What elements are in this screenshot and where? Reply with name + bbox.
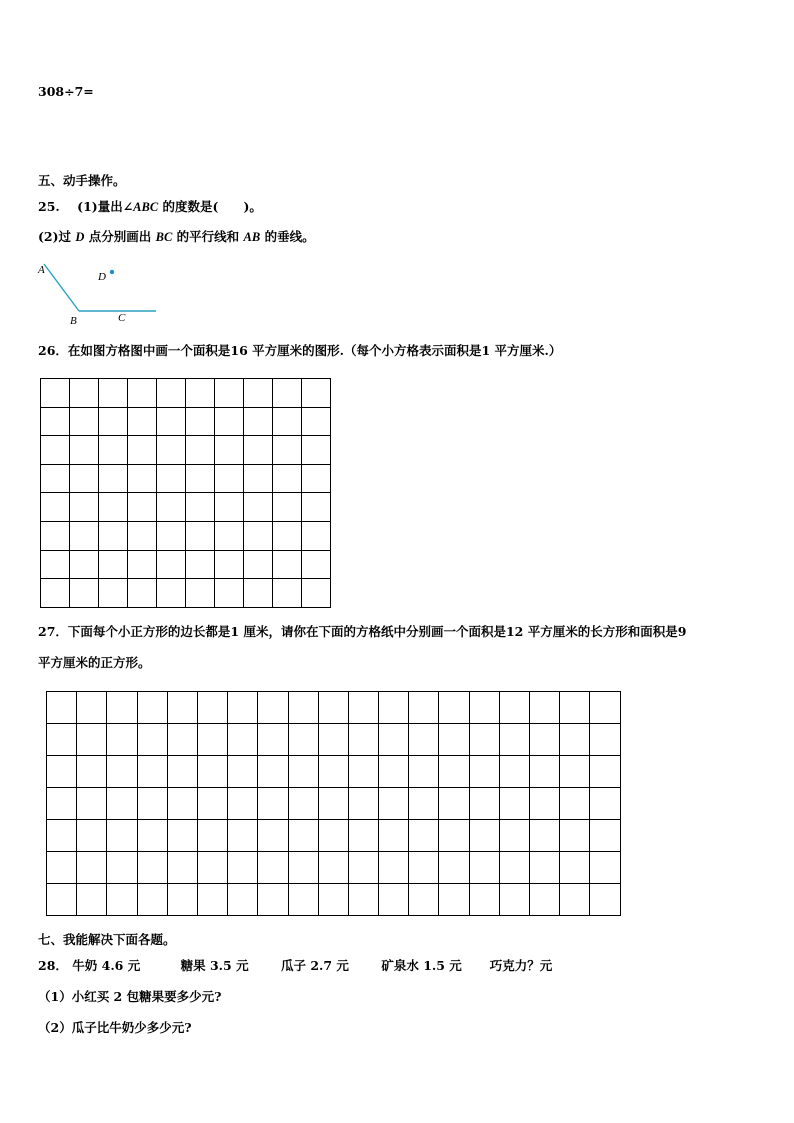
grid-cell[interactable] xyxy=(302,407,331,436)
grid-cell[interactable] xyxy=(215,407,244,436)
grid-cell[interactable] xyxy=(439,884,469,916)
grid-cell[interactable] xyxy=(560,788,590,820)
grid-cell[interactable] xyxy=(228,820,258,852)
grid-cell[interactable] xyxy=(47,692,77,724)
grid-cell[interactable] xyxy=(469,756,499,788)
q25-part2-a: (2)过 xyxy=(38,229,76,244)
grid-cell[interactable] xyxy=(258,820,288,852)
grid-cell[interactable] xyxy=(439,692,469,724)
grid-cell[interactable] xyxy=(258,852,288,884)
grid-cell[interactable] xyxy=(590,724,620,756)
grid-cell[interactable] xyxy=(137,724,167,756)
grid-cell[interactable] xyxy=(107,788,137,820)
grid-cell[interactable] xyxy=(41,436,70,465)
grid-cell[interactable] xyxy=(273,379,302,408)
grid-cell[interactable] xyxy=(590,884,620,916)
grid-cell[interactable] xyxy=(186,493,215,522)
grid-row xyxy=(47,756,621,788)
grid-row xyxy=(41,579,331,608)
grid-cell[interactable] xyxy=(560,756,590,788)
q25-part1-pre: (1)量出∠ xyxy=(77,199,134,214)
grid-cell[interactable] xyxy=(228,692,258,724)
grid-cell[interactable] xyxy=(197,820,227,852)
grid-cell[interactable] xyxy=(379,788,409,820)
grid-cell[interactable] xyxy=(348,724,378,756)
question-25-part2 xyxy=(38,229,315,245)
grid-cell[interactable] xyxy=(530,756,560,788)
grid-cell[interactable] xyxy=(157,550,186,579)
grid-cell[interactable] xyxy=(244,521,273,550)
grid-cell[interactable] xyxy=(215,436,244,465)
grid-cell[interactable] xyxy=(70,407,99,436)
grid-cell[interactable] xyxy=(348,852,378,884)
grid-cell[interactable] xyxy=(469,820,499,852)
grid-cell[interactable] xyxy=(186,379,215,408)
grid-row xyxy=(47,820,621,852)
q25-part1-post: 的度数是( )。 xyxy=(158,199,262,214)
grid-cell[interactable] xyxy=(157,579,186,608)
grid-cell[interactable] xyxy=(288,852,318,884)
grid-cell[interactable] xyxy=(318,884,348,916)
grid-cell[interactable] xyxy=(499,820,529,852)
grid-cell[interactable] xyxy=(439,788,469,820)
grid-cell[interactable] xyxy=(197,852,227,884)
grid-cell[interactable] xyxy=(258,724,288,756)
grid-cell[interactable] xyxy=(47,884,77,916)
grid-cell[interactable] xyxy=(409,788,439,820)
grid-cell[interactable] xyxy=(499,788,529,820)
q25-part2-e: 的垂线。 xyxy=(260,229,315,244)
grid-cell[interactable] xyxy=(244,579,273,608)
grid-cell[interactable] xyxy=(348,788,378,820)
grid-cell[interactable] xyxy=(107,820,137,852)
grid-cell[interactable] xyxy=(128,493,157,522)
section-7-heading: 七、我能解决下面各题。 xyxy=(38,932,176,947)
grid-cell[interactable] xyxy=(167,756,197,788)
grid-cell[interactable] xyxy=(302,379,331,408)
grid-cell[interactable] xyxy=(128,407,157,436)
grid-cell[interactable] xyxy=(318,692,348,724)
grid-row xyxy=(41,464,331,493)
grid-cell[interactable] xyxy=(244,379,273,408)
grid-cell[interactable] xyxy=(530,724,560,756)
grid-cell[interactable] xyxy=(228,756,258,788)
grid-cell[interactable] xyxy=(348,820,378,852)
point-d xyxy=(110,270,114,274)
grid-cell[interactable] xyxy=(530,692,560,724)
grid-cell[interactable] xyxy=(302,464,331,493)
grid-paper-26[interactable] xyxy=(40,378,331,608)
grid-cell[interactable] xyxy=(228,852,258,884)
grid-cell[interactable] xyxy=(228,788,258,820)
grid-cell[interactable] xyxy=(41,521,70,550)
grid-cell[interactable] xyxy=(439,852,469,884)
grid-cell[interactable] xyxy=(137,692,167,724)
grid-cell[interactable] xyxy=(128,464,157,493)
q25-part2-c: 的平行线和 xyxy=(172,229,244,244)
grid-cell[interactable] xyxy=(157,436,186,465)
grid-cell[interactable] xyxy=(348,884,378,916)
q25-angle-var: ABC xyxy=(133,200,159,214)
grid-cell[interactable] xyxy=(318,852,348,884)
grid-cell[interactable] xyxy=(302,550,331,579)
grid-cell[interactable] xyxy=(590,852,620,884)
grid-cell[interactable] xyxy=(499,852,529,884)
grid-cell[interactable] xyxy=(137,788,167,820)
grid-cell[interactable] xyxy=(41,550,70,579)
grid-cell[interactable] xyxy=(244,407,273,436)
grid-cell[interactable] xyxy=(590,820,620,852)
grid-cell[interactable] xyxy=(215,579,244,608)
grid-cell[interactable] xyxy=(273,464,302,493)
grid-cell[interactable] xyxy=(99,436,128,465)
grid-cell[interactable] xyxy=(77,724,107,756)
grid-cell[interactable] xyxy=(107,724,137,756)
grid-cell[interactable] xyxy=(273,521,302,550)
grid-cell[interactable] xyxy=(530,788,560,820)
q25-part2-ab: AB xyxy=(243,230,261,244)
grid-cell[interactable] xyxy=(70,550,99,579)
grid-cell[interactable] xyxy=(379,820,409,852)
question-25-part1 xyxy=(38,199,262,215)
grid-cell[interactable] xyxy=(186,579,215,608)
grid-cell[interactable] xyxy=(197,756,227,788)
grid-cell[interactable] xyxy=(499,884,529,916)
grid-cell[interactable] xyxy=(379,884,409,916)
grid-cell[interactable] xyxy=(469,884,499,916)
grid-cell[interactable] xyxy=(70,436,99,465)
grid-cell[interactable] xyxy=(197,884,227,916)
grid-cell[interactable] xyxy=(70,493,99,522)
grid-cell[interactable] xyxy=(70,464,99,493)
grid-cell[interactable] xyxy=(273,550,302,579)
grid-cell[interactable] xyxy=(439,724,469,756)
grid-cell[interactable] xyxy=(157,407,186,436)
label-d: D xyxy=(98,271,106,283)
q25-part2-d: D xyxy=(75,230,85,244)
grid-cell[interactable] xyxy=(41,493,70,522)
grid-cell[interactable] xyxy=(41,464,70,493)
grid-cell[interactable] xyxy=(167,788,197,820)
grid-cell[interactable] xyxy=(302,579,331,608)
price-chocolate: 巧克力？元 xyxy=(489,958,553,973)
grid-cell[interactable] xyxy=(409,820,439,852)
grid-cell[interactable] xyxy=(215,550,244,579)
label-c: C xyxy=(118,312,126,324)
question-25-number: 25. xyxy=(38,199,60,214)
grid-cell[interactable] xyxy=(215,379,244,408)
grid-cell[interactable] xyxy=(288,820,318,852)
grid-cell[interactable] xyxy=(197,724,227,756)
price-candy: 糖果 3.5 元 xyxy=(180,958,249,973)
grid-row xyxy=(47,852,621,884)
grid-cell[interactable] xyxy=(379,692,409,724)
grid-cell[interactable] xyxy=(99,550,128,579)
grid-cell[interactable] xyxy=(302,521,331,550)
grid-cell[interactable] xyxy=(409,724,439,756)
grid-cell[interactable] xyxy=(167,820,197,852)
grid-cell[interactable] xyxy=(77,692,107,724)
grid-cell[interactable] xyxy=(560,820,590,852)
grid-cell[interactable] xyxy=(157,521,186,550)
grid-cell[interactable] xyxy=(70,379,99,408)
grid-cell[interactable] xyxy=(348,756,378,788)
grid-cell[interactable] xyxy=(499,756,529,788)
grid-cell[interactable] xyxy=(439,756,469,788)
calc-expression: 308÷7= xyxy=(38,84,94,99)
grid-cell[interactable] xyxy=(302,493,331,522)
grid-cell[interactable] xyxy=(560,852,590,884)
grid-cell[interactable] xyxy=(186,407,215,436)
grid-cell[interactable] xyxy=(302,436,331,465)
grid-cell[interactable] xyxy=(258,788,288,820)
grid-cell[interactable] xyxy=(215,464,244,493)
question-28-sub1: （1）小红买 2 包糖果要多少元? xyxy=(38,989,222,1004)
grid-row xyxy=(41,493,331,522)
grid-cell[interactable] xyxy=(107,692,137,724)
price-milk: 牛奶 4.6 元 xyxy=(72,958,141,973)
grid-cell[interactable] xyxy=(128,550,157,579)
grid-cell[interactable] xyxy=(197,788,227,820)
grid-row xyxy=(41,521,331,550)
section-5-heading: 五、动手操作。 xyxy=(38,173,126,188)
grid-cell[interactable] xyxy=(186,521,215,550)
grid-cell[interactable] xyxy=(157,379,186,408)
question-28-number: 28． xyxy=(38,958,68,973)
grid-row xyxy=(41,407,331,436)
grid-cell[interactable] xyxy=(107,884,137,916)
grid-cell[interactable] xyxy=(128,579,157,608)
grid-cell[interactable] xyxy=(469,692,499,724)
grid-cell[interactable] xyxy=(99,464,128,493)
grid-cell[interactable] xyxy=(379,724,409,756)
grid-cell[interactable] xyxy=(107,852,137,884)
grid-cell[interactable] xyxy=(77,756,107,788)
grid-cell[interactable] xyxy=(379,852,409,884)
grid-cell[interactable] xyxy=(128,436,157,465)
grid-cell[interactable] xyxy=(499,724,529,756)
grid-cell[interactable] xyxy=(288,724,318,756)
grid-cell[interactable] xyxy=(99,493,128,522)
grid-cell[interactable] xyxy=(215,493,244,522)
grid-cell[interactable] xyxy=(77,788,107,820)
grid-cell[interactable] xyxy=(137,884,167,916)
grid-cell[interactable] xyxy=(530,820,560,852)
label-a: A xyxy=(38,264,45,276)
grid-cell[interactable] xyxy=(288,884,318,916)
grid-cell[interactable] xyxy=(77,884,107,916)
grid-paper-27[interactable] xyxy=(46,691,621,916)
grid-cell[interactable] xyxy=(590,756,620,788)
question-27-line1: 27．下面每个小正方形的边长都是1 厘米，请你在下面的方格纸中分别画一个面积是12 平方厘米的长方形和面积是9 xyxy=(38,624,687,639)
grid-cell[interactable] xyxy=(228,884,258,916)
grid-row xyxy=(47,884,621,916)
grid-cell[interactable] xyxy=(288,788,318,820)
grid-cell[interactable] xyxy=(273,407,302,436)
grid-cell[interactable] xyxy=(244,464,273,493)
angle-diagram xyxy=(30,256,170,330)
grid-cell[interactable] xyxy=(244,550,273,579)
grid-cell[interactable] xyxy=(99,407,128,436)
grid-cell[interactable] xyxy=(273,493,302,522)
grid-cell[interactable] xyxy=(167,884,197,916)
grid-cell[interactable] xyxy=(469,788,499,820)
q25-part2-b: 点分别画出 xyxy=(84,229,156,244)
grid-cell[interactable] xyxy=(560,692,590,724)
grid-cell[interactable] xyxy=(379,756,409,788)
grid-cell[interactable] xyxy=(137,756,167,788)
grid-cell[interactable] xyxy=(244,436,273,465)
question-27-line2: 平方厘米的正方形。 xyxy=(38,655,151,670)
segment-ab xyxy=(44,264,79,311)
grid-cell[interactable] xyxy=(70,579,99,608)
grid-cell[interactable] xyxy=(273,579,302,608)
grid-cell[interactable] xyxy=(348,692,378,724)
grid-cell[interactable] xyxy=(197,692,227,724)
grid-cell[interactable] xyxy=(128,521,157,550)
grid-cell[interactable] xyxy=(47,756,77,788)
grid-row xyxy=(47,692,621,724)
grid-cell[interactable] xyxy=(590,788,620,820)
grid-cell[interactable] xyxy=(258,884,288,916)
grid-cell[interactable] xyxy=(77,852,107,884)
grid-cell[interactable] xyxy=(47,820,77,852)
grid-cell[interactable] xyxy=(41,379,70,408)
grid-cell[interactable] xyxy=(273,436,302,465)
grid-cell[interactable] xyxy=(41,407,70,436)
grid-cell[interactable] xyxy=(409,884,439,916)
grid-cell[interactable] xyxy=(99,379,128,408)
grid-cell[interactable] xyxy=(157,493,186,522)
price-water: 矿泉水 1.5 元 xyxy=(381,958,462,973)
grid-cell[interactable] xyxy=(560,724,590,756)
grid-cell[interactable] xyxy=(560,884,590,916)
grid-cell[interactable] xyxy=(167,852,197,884)
grid-cell[interactable] xyxy=(258,756,288,788)
grid-row xyxy=(41,436,331,465)
grid-cell[interactable] xyxy=(318,820,348,852)
grid-cell[interactable] xyxy=(469,724,499,756)
grid-cell[interactable] xyxy=(47,788,77,820)
price-seeds: 瓜子 2.7 元 xyxy=(280,958,349,973)
grid-cell[interactable] xyxy=(99,579,128,608)
grid-cell[interactable] xyxy=(530,852,560,884)
grid-cell[interactable] xyxy=(70,521,99,550)
grid-cell[interactable] xyxy=(318,788,348,820)
grid-cell[interactable] xyxy=(47,724,77,756)
question-28-sub2: （2）瓜子比牛奶少多少元? xyxy=(38,1020,192,1035)
grid-cell[interactable] xyxy=(499,692,529,724)
grid-cell[interactable] xyxy=(128,379,157,408)
grid-cell[interactable] xyxy=(167,692,197,724)
grid-cell[interactable] xyxy=(288,756,318,788)
grid-cell[interactable] xyxy=(186,464,215,493)
grid-cell[interactable] xyxy=(215,521,244,550)
grid-row xyxy=(47,788,621,820)
grid-cell[interactable] xyxy=(288,692,318,724)
grid-cell[interactable] xyxy=(41,579,70,608)
grid-cell[interactable] xyxy=(590,692,620,724)
grid-cell[interactable] xyxy=(409,852,439,884)
grid-cell[interactable] xyxy=(228,724,258,756)
q25-part2-bc: BC xyxy=(155,230,173,244)
grid-cell[interactable] xyxy=(469,852,499,884)
grid-cell[interactable] xyxy=(157,464,186,493)
grid-cell[interactable] xyxy=(409,756,439,788)
grid-cell[interactable] xyxy=(530,884,560,916)
grid-row xyxy=(41,550,331,579)
grid-cell[interactable] xyxy=(409,692,439,724)
grid-cell[interactable] xyxy=(318,724,348,756)
grid-cell[interactable] xyxy=(318,756,348,788)
grid-cell[interactable] xyxy=(107,756,137,788)
question-26-text: 26．在如图方格图中画一个面积是16 平方厘米的图形.（每个小方格表示面积是1 平方厘米.） xyxy=(38,343,562,358)
grid-cell[interactable] xyxy=(137,820,167,852)
label-b: B xyxy=(70,315,77,327)
grid-cell[interactable] xyxy=(167,724,197,756)
grid-cell[interactable] xyxy=(47,852,77,884)
question-28-prices xyxy=(38,958,552,974)
grid-cell[interactable] xyxy=(439,820,469,852)
grid-row xyxy=(47,724,621,756)
grid-row xyxy=(41,379,331,408)
grid-cell[interactable] xyxy=(244,493,273,522)
grid-cell[interactable] xyxy=(186,436,215,465)
grid-cell[interactable] xyxy=(99,521,128,550)
grid-cell[interactable] xyxy=(137,852,167,884)
grid-cell[interactable] xyxy=(258,692,288,724)
grid-cell[interactable] xyxy=(77,820,107,852)
grid-cell[interactable] xyxy=(186,550,215,579)
